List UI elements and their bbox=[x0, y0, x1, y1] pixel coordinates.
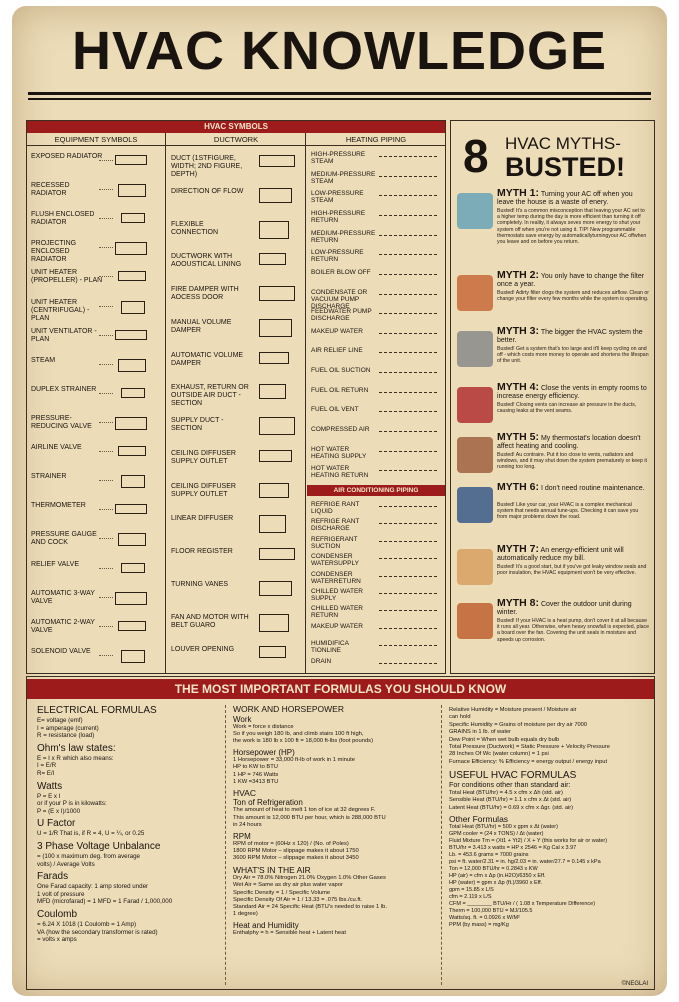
formula-line: Specific Density Of Air = 1 / 13.33 = .075 lbs./cu.ft. bbox=[233, 896, 363, 903]
formula-line: Furnace Efficiency: % Efficiency = energy output / energy input bbox=[449, 758, 608, 765]
formula-line: Lb. = 453.6 grams = 7000 grains bbox=[449, 852, 529, 859]
formula-line: One Farad capacity: 1 amp stored under bbox=[37, 883, 149, 891]
heating-piping-line bbox=[379, 392, 437, 393]
equipment-symbol-label: PRESSURE GAUGE AND COCK bbox=[31, 531, 97, 547]
heating-piping-label: FUEL OIL VENT bbox=[311, 406, 359, 414]
formula-line: 1 Horsepower = 33,000 ft-lb of work in 1 minute bbox=[233, 757, 355, 764]
formula-line: CFM = ________ BTU/Hr / ( 1.08 x Temperature Difference) bbox=[449, 901, 596, 908]
useful-hvac-formulas-heading: USEFUL HVAC FORMULAS bbox=[449, 770, 577, 782]
formula-line: = 6.24 X 1018 (1 Coulomb = 1 Amp) bbox=[37, 921, 137, 928]
ac-piping-line bbox=[379, 541, 437, 542]
equipment-symbol-label: PRESSURE-REDUCING VALVE bbox=[31, 415, 92, 430]
ac-piping-line bbox=[379, 645, 437, 646]
formula-line: 3600 RPM Motor – slippage makes it about 3450 bbox=[233, 855, 359, 862]
formula-line: HP (air) = cfm x Δp (in.H2O)/6350 x Eff. bbox=[449, 873, 546, 880]
formula-line: Ton = 12,000 BTU/hr = 0.2843 x KW bbox=[449, 866, 538, 873]
formula-line: Latent Heat (BTU/hr) = 0.69 x cfm x Δgr. (std. air) bbox=[449, 804, 574, 811]
formula-heading: Farads bbox=[37, 871, 69, 883]
myth-2-heading: You only have to change the filter once a year. bbox=[497, 273, 645, 288]
ac-piping-line bbox=[379, 506, 437, 507]
formula-heading: WHAT'S IN THE AIR bbox=[233, 864, 311, 875]
ac-piping-line bbox=[379, 576, 437, 577]
ductwork-symbol-graphic bbox=[259, 253, 286, 265]
ductwork-symbol-graphic bbox=[259, 155, 295, 167]
formula-line: the work is 180 lb x 100 ft = 18,000 ft-lbs (foot pounds) bbox=[233, 737, 374, 744]
myth-5-label: MYTH 5: bbox=[497, 431, 539, 443]
ac-piping-line bbox=[379, 558, 437, 559]
leader-line bbox=[99, 655, 113, 656]
formula-line: HP to KW to BTU bbox=[233, 764, 278, 771]
heating-piping-label: HOT WATER HEATING SUPPLY bbox=[311, 445, 367, 460]
equipment-symbol-graphic bbox=[121, 388, 145, 398]
myth-8-icon bbox=[457, 603, 493, 639]
ductwork-symbol-graphic bbox=[259, 286, 295, 301]
leader-line bbox=[99, 160, 113, 161]
leader-line bbox=[99, 335, 113, 336]
formula-line: R = resistance (load) bbox=[37, 732, 95, 740]
myth-2-body: Busted! Adirty filter clogs the system and reduces airflow. Clean or change your filter every few months while the system is operating. bbox=[497, 290, 649, 303]
myths-heading-line2: BUSTED! bbox=[505, 152, 625, 182]
column-divider bbox=[165, 133, 166, 673]
formula-line: So if you weigh 180 lb, and climb stairs 100 ft high, bbox=[233, 730, 364, 737]
heating-piping-line bbox=[379, 333, 437, 334]
myth-3-body: Busted! Get a system that's too large and it'll keep cycling on and off - which costs more money to operate and shortens the lifespan of the unit. bbox=[497, 346, 649, 365]
formula-heading: Coulomb bbox=[37, 909, 78, 920]
header-divider bbox=[27, 145, 445, 146]
ductwork-symbol-label: CEILING DIFFUSER SUPPLY OUTLET bbox=[171, 449, 236, 465]
ductwork-symbol-label: TURNING VANES bbox=[171, 580, 229, 588]
ac-piping-line bbox=[379, 610, 437, 611]
equipment-symbol-graphic bbox=[118, 621, 146, 631]
title-rule-thin bbox=[28, 98, 651, 100]
formula-line: U = 1/R That is, if R = 4, U = ¼, or 0.25 bbox=[37, 830, 145, 838]
ductwork-symbol-graphic bbox=[259, 352, 289, 364]
formula-line: psi = ft. water/2.31 = in. hg/2.03 = in. water/27.7 = 0.145 x kPa bbox=[449, 859, 601, 866]
formula-line: volts) / Average Volts bbox=[37, 860, 95, 868]
formula-line: Watts/sq. ft. = 0.0926 x W/M² bbox=[449, 915, 520, 922]
formula-line: Total Heat (BTU/hr) = 4.5 x cfm x Δh (std. air) bbox=[449, 790, 563, 797]
formula-line: can hold bbox=[449, 714, 471, 721]
ductwork-symbol-graphic bbox=[259, 646, 286, 658]
ac-piping-label: CHILLED WATER SUPPLY bbox=[311, 588, 364, 602]
ductwork-symbol-graphic bbox=[259, 548, 295, 560]
myth-5-body: Busted! Au contraire. Put it too close to vents, radiators and windows, and it may shut down the system prematurely or keep it running too long. bbox=[497, 452, 647, 471]
equipment-symbol-graphic bbox=[121, 650, 145, 663]
ac-piping-label: REFRIGERANT SUCTION bbox=[311, 535, 358, 550]
ductwork-symbol-label: LOUVER OPENING bbox=[171, 646, 235, 654]
useful-hvac-formulas-subheading: For conditions other than standard air: bbox=[449, 780, 571, 790]
formulas-header: THE MOST IMPORTANT FORMULAS YOU SHOULD KNOW bbox=[27, 679, 654, 699]
myth-6-label: MYTH 6: bbox=[497, 481, 539, 493]
heating-piping-line bbox=[379, 431, 437, 432]
title-rule bbox=[28, 92, 651, 95]
ductwork-symbol-label: DIRECTION OF FLOW bbox=[171, 187, 244, 195]
ductwork-symbol-graphic bbox=[259, 483, 289, 498]
equipment-symbol-graphic bbox=[118, 271, 146, 281]
ductwork-symbol-label: CEILING DIFFUSER SUPPLY OUTLET bbox=[171, 482, 236, 498]
equipment-symbol-label: AUTOMATIC 3-WAY VALVE bbox=[31, 589, 95, 605]
heating-piping-line bbox=[379, 235, 437, 236]
formula-line: Sensible Heat (BTU/hr) = 1.1 x cfm x Δt (std. air) bbox=[449, 797, 572, 804]
ac-piping-label: CHILLED WATER RETURN bbox=[311, 605, 364, 620]
equipment-symbol-graphic bbox=[118, 446, 146, 456]
myth-4-heading: Close the vents in empty rooms to increase energy efficiency. bbox=[497, 385, 647, 400]
equipment-symbol-graphic bbox=[118, 533, 146, 546]
formula-line: I = amperage (current) bbox=[37, 724, 99, 732]
formula-line: Dry Air = 78.0% Nitrogen 21.0% Oxygen 1.0% Other Gases bbox=[233, 875, 386, 882]
myth-1-label: MYTH 1: bbox=[497, 187, 539, 199]
formula-line: 1 KW =3413 BTU bbox=[233, 778, 279, 785]
myth-7-icon bbox=[457, 549, 493, 585]
ductwork-symbol-label: FIRE DAMPER WITH AOCESS DOOR bbox=[171, 286, 239, 301]
formula-line: Enthalphy = h = Sensible heat + Latent heat bbox=[233, 930, 346, 937]
ductwork-symbol-label: SUPPLY DUCT - SECTION bbox=[171, 417, 224, 432]
equipment-symbol-graphic bbox=[118, 184, 146, 197]
ductwork-symbol-graphic bbox=[259, 384, 286, 399]
ductwork-symbol-graphic bbox=[259, 221, 289, 239]
equipment-symbol-graphic bbox=[121, 213, 145, 223]
leader-line bbox=[99, 393, 113, 394]
ductwork-symbol-graphic bbox=[259, 581, 292, 596]
ac-piping-label: DRAIN bbox=[311, 657, 332, 665]
formula-line: Specific Density = 1 / Specific Volume bbox=[233, 889, 331, 896]
equipment-symbol-graphic bbox=[115, 330, 147, 340]
formula-line: GRAINS in 1 lb. of water bbox=[449, 729, 511, 736]
equipment-symbol-label: DUPLEX STRAINER bbox=[31, 385, 97, 393]
heating-piping-label: HOT WATER HEATING RETURN bbox=[311, 465, 369, 480]
myth-1-heading: Turning your AC off when you leave the house is a waste of enery. bbox=[497, 191, 633, 206]
heating-piping-label: MEDIUM-PRESSURE STEAM bbox=[311, 170, 376, 185]
myth-7-label: MYTH 7: bbox=[497, 543, 539, 555]
myth-6-heading: I don't need routine maintenance. bbox=[539, 485, 645, 492]
myth-8-title bbox=[497, 599, 649, 617]
myth-6-title bbox=[497, 483, 649, 493]
ac-piping-label: REFRIGE RANT DISCHARGE bbox=[311, 518, 360, 533]
formula-line: GPM cooler = (24 x TONS) / Δt (water) bbox=[449, 831, 544, 838]
heating-piping-line bbox=[379, 313, 437, 314]
myth-1-icon bbox=[457, 193, 493, 229]
myth-5-icon bbox=[457, 437, 493, 473]
ductwork-symbol-graphic bbox=[259, 188, 292, 203]
formula-line: Standard Air = 24 Specific Heat (BTU's needed to raise 1 lb. bbox=[233, 903, 388, 910]
equipment-symbol-label: RECESSED RADIATOR bbox=[31, 182, 70, 198]
formula-line: Specific Humidity = Grains of moisture per dry air 7000 bbox=[449, 721, 587, 728]
ac-piping-label: REFRIGE RANT LIQUID bbox=[311, 501, 360, 515]
leader-line bbox=[99, 422, 113, 423]
heating-piping-line bbox=[379, 451, 437, 452]
leader-line bbox=[99, 218, 113, 219]
heating-piping-line bbox=[379, 352, 437, 353]
formula-line: Wet Air = Same as dry air plus water vapor bbox=[233, 882, 343, 889]
equipment-symbol-label: UNIT HEATER (PROPELLER) - PLAN bbox=[31, 269, 103, 285]
equipment-symbol-graphic bbox=[115, 417, 147, 430]
ductwork-symbol-label: MANUAL VOLUME DAMPER bbox=[171, 318, 232, 334]
formula-line: E= voltage (emf) bbox=[37, 717, 83, 724]
equipment-symbol-label: THERMOMETER bbox=[31, 502, 86, 510]
ductwork-symbol-label: DUCTWORK WITH AOOUSTICAL LINING bbox=[171, 253, 242, 269]
poster-title: HVAC KNOWLEDGE bbox=[72, 21, 607, 81]
formula-line: P = (E x I)/1000 bbox=[37, 807, 81, 815]
formula-line: Total Heat (BTU/hr) = 500 x gpm x Δt (water) bbox=[449, 824, 558, 831]
formula-line: HP (water) = gpm x Δp (ft.)/3960 x Eff. bbox=[449, 880, 543, 887]
myth-7-heading: An energy-efficient unit will automatically reduce my bill. bbox=[497, 547, 624, 562]
formula-line: BTU/hr = 3.413 x watts = HP x 2546 = Kg Cal x 3.97 bbox=[449, 845, 577, 852]
formula-heading: ELECTRICAL FORMULAS bbox=[37, 705, 157, 716]
equipment-symbol-label: FLUSH ENCLOSED RADIATOR bbox=[31, 211, 95, 227]
myth-6-icon bbox=[457, 487, 493, 523]
equipment-symbol-label: EXPOSED RADIATOR bbox=[31, 153, 103, 160]
ac-piping-label: HUMIDIFICA TIONLINE bbox=[311, 640, 349, 655]
formula-line: in 24 hours bbox=[233, 821, 262, 828]
myth-7-body: Busted! It's a good start, but if you've got leaky window seals and poor insulation, the HVAC equipment won't be very effective. bbox=[497, 564, 647, 577]
myth-1-body: Busted! It's a common misconception that leaving your AC set to a higher temp during the day is more efficient than turning it off completely. In reality, it always seves more energy to shut your system off when you're not using it. TIP! New programmable thermostats save energy by automaticallyturningyour AC offwhen you leave and on before you return. bbox=[497, 208, 647, 246]
formula-line: or if your P is in kilowatts: bbox=[37, 800, 107, 808]
equipment-symbol-label: STEAM bbox=[31, 356, 56, 364]
equipment-symbol-label: UNIT VENTILATOR - PLAN bbox=[31, 327, 97, 343]
formula-heading: Ohm's law states: bbox=[37, 742, 116, 754]
heating-piping-label: COMPRESSED AIR bbox=[311, 426, 370, 434]
formula-line: MFD (microfarad) = 1 MFD = 1 Farad / 1,000,000 bbox=[37, 898, 173, 906]
leader-line bbox=[99, 364, 113, 365]
poster bbox=[12, 6, 667, 996]
myth-8-body: Busted! If your HVAC is a heat pump, don't cover it at all because it runs all year. Otherwise, when heavy snowfall is expected, place a board over the fan. Covering the unit seals in moisture and speeds up corrosion. bbox=[497, 618, 649, 643]
myth-7-title bbox=[497, 545, 649, 563]
ac-piping-line bbox=[379, 663, 437, 664]
heating-piping-label: MEDIUM-PRESSURE RETURN bbox=[311, 229, 376, 244]
equipment-symbol-label: PROJECTING ENCLOSED RADIATOR bbox=[31, 240, 77, 264]
myth-5-heading: My thermostat's location doesn't affect heating and cooling. bbox=[497, 435, 641, 450]
myth-4-title bbox=[497, 383, 649, 401]
myth-8-heading: Cover the outdoor unit during winter. bbox=[497, 601, 632, 616]
ductwork-symbol-label: DUCT (1STFIGURE, WIDTH; 2ND FIGURE, DEPTH) bbox=[171, 155, 243, 178]
signature: ©NEGLAI bbox=[621, 981, 648, 987]
myth-8-label: MYTH 8: bbox=[497, 597, 539, 609]
formula-line: VA (how the secondary transformer is rated) bbox=[37, 928, 158, 936]
formula-line: Dew Point = When wet bulb equals dry bulb bbox=[449, 736, 560, 743]
air-conditioning-piping-header: AIR CONDITIONING PIPING bbox=[307, 485, 445, 496]
heating-piping-label: CONDENSATE OR VACUUM PUMP DISCHARGE bbox=[311, 288, 368, 310]
formula-line: Total Pressure (Ductwork) = Static Pressure + Velocity Pressure bbox=[449, 744, 610, 750]
column-divider bbox=[305, 133, 306, 673]
ductwork-symbol-label: FAN AND MOTOR WITH BELT GUARO bbox=[171, 613, 249, 629]
myth-3-heading: The bigger the HVAC system the better. bbox=[497, 329, 643, 344]
equipment-symbol-label: RELIEF VALVE bbox=[31, 560, 79, 568]
formula-line: RPM of motor = (60Hz x 120) / (No. of Poles) bbox=[233, 841, 349, 847]
heating-piping-label: FUEL OIL SUCTION bbox=[311, 367, 371, 375]
leader-line bbox=[99, 568, 113, 569]
ductwork-symbol-label: LINEAR DIFFUSER bbox=[171, 515, 234, 523]
equipment-symbols-header: EQUIPMENT SYMBOLS bbox=[54, 135, 138, 144]
myth-5-title bbox=[497, 433, 649, 451]
myths-number: 8 bbox=[463, 130, 489, 182]
formula-line: PPM (by mass) = mg/Kg bbox=[449, 922, 509, 929]
ac-piping-label: CONDENSER WATERSUPPLY bbox=[311, 553, 359, 568]
equipment-symbol-graphic bbox=[115, 242, 147, 255]
ac-piping-line bbox=[379, 593, 437, 594]
equipment-symbol-graphic bbox=[118, 359, 146, 372]
ductwork-header: DUCTWORK bbox=[213, 135, 259, 144]
myth-6-body: Busted! Like your car, your HVAC is a complex mechanical system that needs annual tune-ups. Checking it can save you from major problems down the road. bbox=[497, 502, 639, 521]
myth-4-icon bbox=[457, 387, 493, 423]
formula-line: This amount is 12,000 BTU per hour, which is 288,000 BTU bbox=[233, 814, 386, 821]
formula-subheading: RPM bbox=[233, 832, 251, 841]
formula-line: 1800 RPM Motor – slippage makes it about 1750 bbox=[233, 848, 359, 855]
ac-piping-label: CONDENSER WATERRETURN bbox=[311, 570, 361, 585]
heating-piping-label: HIGH-PRESSURE STEAM bbox=[311, 151, 366, 165]
heating-piping-header: HEATING PIPING bbox=[345, 135, 407, 144]
myth-1-title bbox=[497, 189, 649, 207]
formula-heading: U Factor bbox=[37, 818, 76, 830]
equipment-symbol-graphic bbox=[115, 155, 147, 165]
formula-heading: Watts bbox=[37, 780, 63, 792]
heating-piping-label: HIGH-PRESSURE RETURN bbox=[311, 209, 366, 224]
heating-piping-line bbox=[379, 470, 437, 471]
ductwork-symbol-graphic bbox=[259, 450, 292, 462]
equipment-symbol-graphic bbox=[121, 475, 145, 488]
leader-line bbox=[99, 247, 113, 248]
leader-line bbox=[99, 306, 113, 307]
heating-piping-line bbox=[379, 215, 437, 216]
formula-subheading: Horsepower (HP) bbox=[233, 748, 295, 758]
ductwork-symbol-label: EXHAUST, RETURN OR OUTSIDE AIR DUCT - SECTION bbox=[171, 384, 249, 408]
formula-line: I = E/R bbox=[37, 762, 57, 770]
leader-line bbox=[99, 276, 113, 277]
myth-2-icon bbox=[457, 275, 493, 311]
formula-subheading: Work bbox=[233, 714, 252, 724]
formula-heading: WORK AND HORSEPOWER bbox=[233, 704, 344, 714]
other-formulas-heading: Other Formulas bbox=[449, 813, 509, 824]
leader-line bbox=[99, 538, 113, 539]
formula-line: Work = force x distance bbox=[233, 723, 294, 730]
ductwork-symbol-graphic bbox=[259, 417, 295, 435]
myth-3-icon bbox=[457, 331, 493, 367]
heating-piping-line bbox=[379, 372, 437, 373]
leader-line bbox=[99, 451, 113, 452]
myth-4-label: MYTH 4: bbox=[497, 381, 539, 393]
equipment-symbol-label: UNIT HEATER (CENTRIFUGAL) - PLAN bbox=[31, 298, 90, 322]
ductwork-symbol-graphic bbox=[259, 614, 289, 632]
equipment-symbol-label: AUTOMATIC 2-WAY VALVE bbox=[31, 618, 95, 634]
formulas-panel bbox=[26, 676, 655, 990]
equipment-symbol-label: STRAINER bbox=[31, 473, 67, 481]
myth-2-title bbox=[497, 271, 649, 289]
formula-line: cfm = 2.119 x L/S bbox=[449, 894, 492, 901]
formula-line: Relative Humidity = Moisture present / Moisture air bbox=[449, 707, 577, 713]
heating-piping-line bbox=[379, 274, 437, 275]
formula-divider bbox=[441, 705, 442, 985]
ac-piping-line bbox=[379, 628, 437, 629]
formula-line: R= E/I bbox=[37, 770, 55, 777]
formula-line: 1 volt of pressure bbox=[37, 890, 85, 898]
formula-heading: 3 Phase Voltage Unbalance bbox=[37, 841, 161, 852]
heating-piping-line bbox=[379, 156, 437, 157]
leader-line bbox=[99, 189, 113, 190]
formula-divider bbox=[225, 705, 226, 985]
heating-piping-label: MAKEUP WATER bbox=[311, 327, 363, 335]
ductwork-symbol-label: AUTOMATIC VOLUME DAMPER bbox=[171, 351, 244, 367]
formula-subheading: Ton of Refrigeration bbox=[233, 798, 303, 808]
formula-line: E = I x R which also means: bbox=[37, 754, 114, 762]
equipment-symbol-graphic bbox=[115, 504, 147, 514]
formula-line: 1 degree) bbox=[233, 911, 258, 918]
myth-4-body: Busted! Closing vents can increase air pressure in the ducts, causing leaks at the vent seams. bbox=[497, 402, 637, 415]
myths-panel bbox=[450, 120, 655, 674]
heating-piping-label: BOILER BLOW OFF bbox=[311, 268, 371, 276]
leader-line bbox=[99, 480, 113, 481]
myths-heading-line1: HVAC MYTHS- bbox=[505, 134, 621, 153]
formula-line: = volts x amps bbox=[37, 936, 77, 944]
hvac-symbols-header: HVAC SYMBOLS bbox=[27, 121, 445, 133]
heating-piping-label: FUEL OIL RETURN bbox=[311, 386, 369, 394]
formula-subheading: Heat and Humidity bbox=[233, 921, 299, 931]
ac-piping-line bbox=[379, 523, 437, 524]
ductwork-symbol-label: FLOOR REGISTER bbox=[171, 548, 233, 555]
ductwork-symbol-graphic bbox=[259, 319, 292, 337]
heating-piping-line bbox=[379, 411, 437, 412]
formula-line: gpm = 15.85 x L/S bbox=[449, 887, 494, 894]
formula-line: Fluid Mixture Tm = (Xt1 + Yt2) / X + Y (this works for air or water) bbox=[449, 838, 608, 845]
equipment-symbol-graphic bbox=[121, 301, 145, 314]
ductwork-symbol-label: FLEXIBLE CONNECTION bbox=[171, 220, 219, 236]
myth-3-label: MYTH 3: bbox=[497, 325, 539, 337]
myth-2-label: MYTH 2: bbox=[497, 269, 539, 281]
leader-line bbox=[99, 597, 113, 598]
leader-line bbox=[99, 626, 113, 627]
formula-line: P = E x I bbox=[37, 792, 61, 800]
heating-piping-label: FEEDWATER PUMP DISCHARGE bbox=[311, 308, 372, 323]
formula-line: 28 Inches Of Wc (water column) = 1 psi bbox=[449, 751, 549, 758]
equipment-symbol-graphic bbox=[121, 563, 145, 573]
equipment-symbol-label: SOLENOID VALVE bbox=[31, 647, 91, 655]
hvac-symbols-panel bbox=[26, 120, 446, 674]
formula-line: = (100 x maximum deg. from average bbox=[37, 853, 140, 860]
formula-line: Therm = 100,000 BTU = MJ/105.5 bbox=[449, 908, 533, 915]
heating-piping-line bbox=[379, 294, 437, 295]
formula-line: The amount of heat to melt 1 ton of ice at 32 degrees F. bbox=[233, 807, 376, 814]
ductwork-symbol-graphic bbox=[259, 515, 286, 533]
equipment-symbol-label: AIRLINE VALVE bbox=[31, 444, 82, 452]
leader-line bbox=[99, 509, 113, 510]
heating-piping-label: LOW-PRESSURE RETURN bbox=[311, 249, 364, 264]
ac-piping-label: MAKEUP WATER bbox=[311, 622, 363, 630]
heating-piping-label: LOW-PRESSURE STEAM bbox=[311, 190, 364, 205]
heating-piping-label: AIR RELIEF LINE bbox=[311, 347, 363, 355]
formula-heading: HVAC bbox=[233, 787, 256, 798]
heating-piping-line bbox=[379, 195, 437, 196]
heating-piping-line bbox=[379, 254, 437, 255]
myth-3-title bbox=[497, 327, 649, 345]
heating-piping-line bbox=[379, 176, 437, 177]
equipment-symbol-graphic bbox=[115, 592, 147, 605]
formula-line: 1 HP = 746 Watts bbox=[233, 771, 279, 778]
